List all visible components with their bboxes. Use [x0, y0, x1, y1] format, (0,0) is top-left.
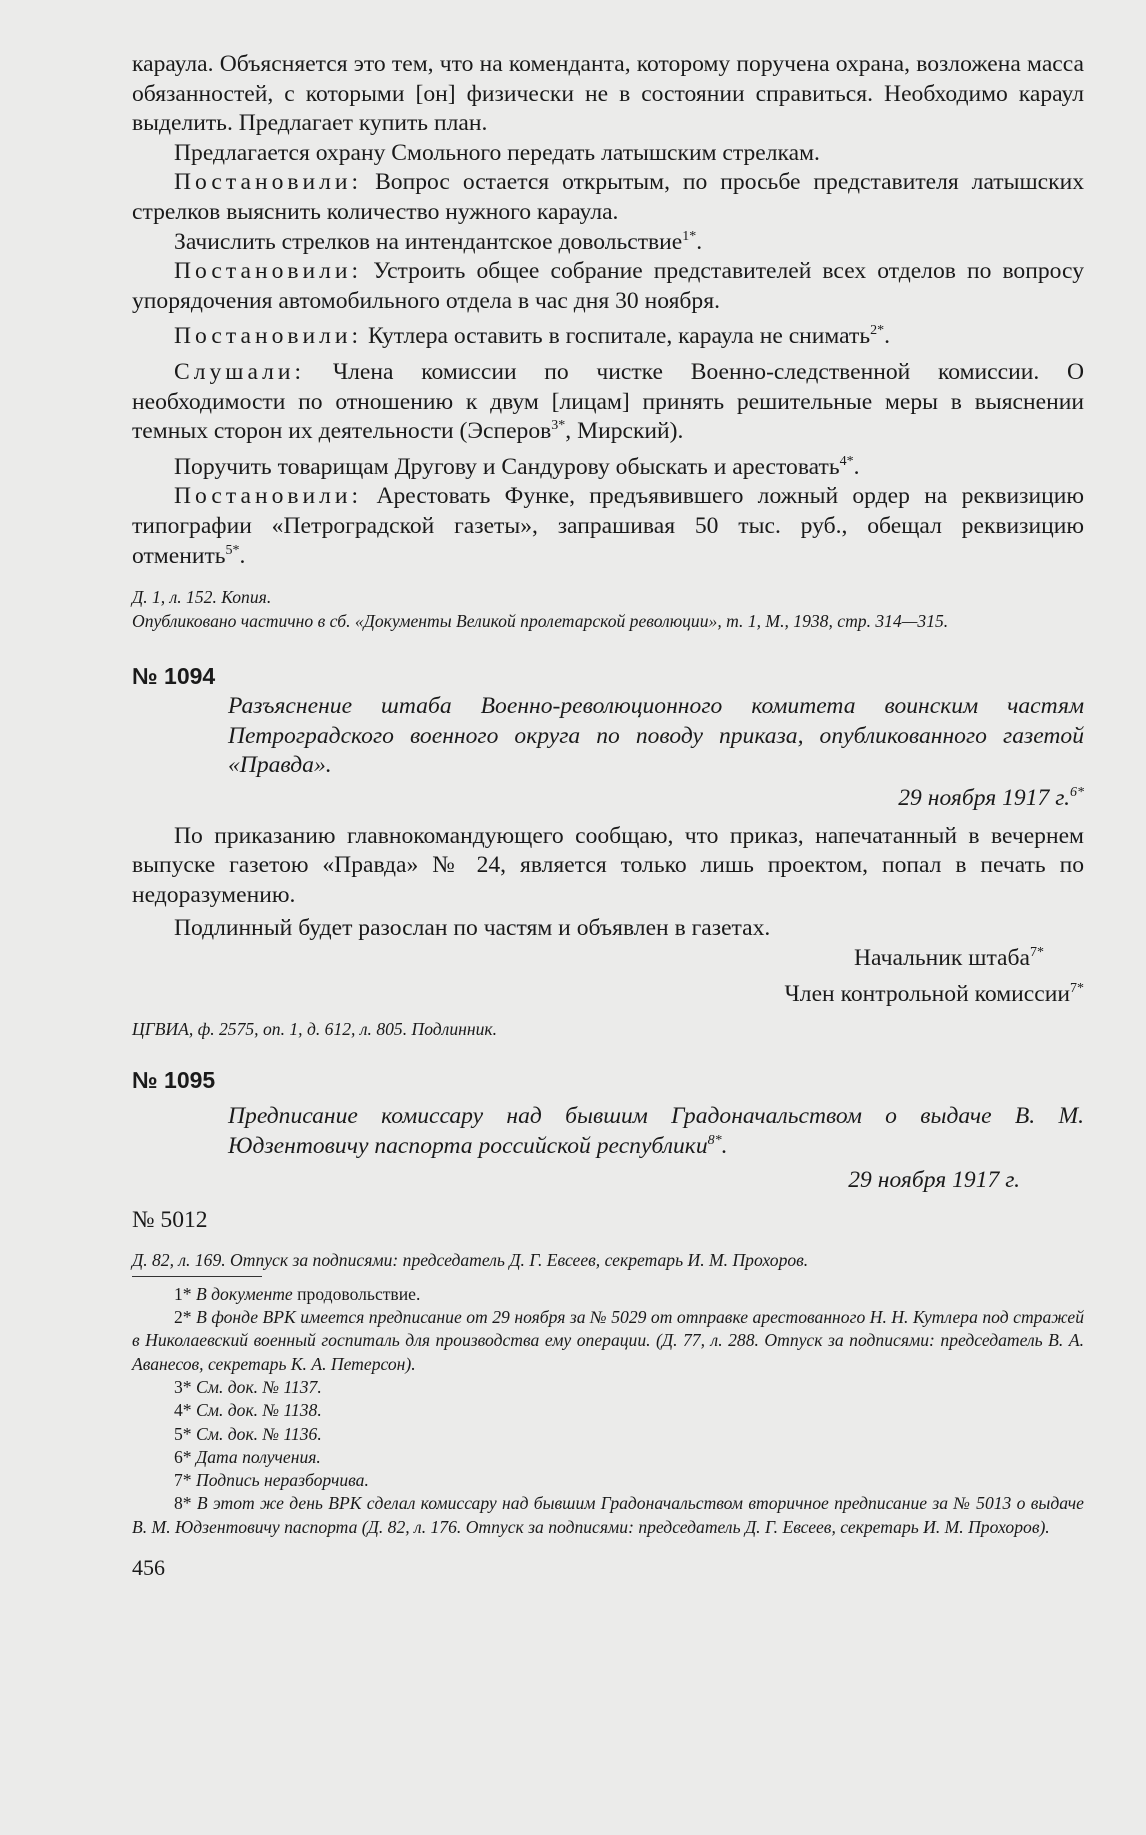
document-1094	[132, 663, 1084, 1041]
heard-tail: , Мирский).	[565, 418, 684, 445]
footnote-ref: 8*	[707, 1132, 722, 1148]
footnote-item	[132, 1469, 1084, 1492]
footnote-ref: 5*	[225, 542, 240, 558]
source-publication: Опубликовано частично в сб. «Документы Великой пролетарской революции», т. 1, М., 1938, стр. 314—315.	[132, 611, 949, 632]
footnote-mark: 4*	[174, 1400, 192, 1421]
paragraph-resolution-3: Постановили: Кутлера оставить в госпитале, караула не снимать$^{2*}$.	[174, 323, 891, 350]
footnote-item	[132, 1399, 1084, 1422]
paragraph-resolution-2	[132, 257, 1084, 316]
allowance-text: Зачислить стрелков на интендантское довольствие	[174, 228, 683, 255]
resolution-text: Арестовать Функе, предъявившего ложный ордер на реквизицию типографии «Петроградской газеты», запрашивая 50 тыс. руб., обещал реквизицию отменить	[132, 483, 1084, 569]
page-number: 456	[132, 1555, 165, 1581]
paragraph-guard: караула. Объясняется это тем, что на коменданта, которому поручена охрана, возложена масса обязанностей, с которыми [он] физически не в состоянии справиться. Необходимо караул выделить. Предлагает купить план.	[132, 51, 1084, 137]
signature-chief-of-staff	[132, 944, 1084, 974]
footnote-italic: См. док. № 1138.	[196, 1400, 322, 1421]
title-text: Предписание комиссару над бывшим Градоначальством о выдаче В. М. Юдзентовичу паспорта российской республики	[228, 1103, 1084, 1159]
paragraph-resolution-1	[132, 168, 1084, 227]
footnote-italic: Подпись неразборчива.	[196, 1470, 369, 1491]
outgoing-number: № 5012	[132, 1207, 208, 1234]
footnote-mark: 3*	[174, 1376, 192, 1397]
footnote-italic: В фонде ВРК имеется предписание от 29 ноября за № 5029 от отправке арестованного Н. Н. Кутлера под стражей в Николаевский военный госпиталь для производства ему операции. (Д. 77, л. 288. Отпуск за подписями: председатель В. А. Аванесов, секретарь К. А. Петерсон).	[132, 1307, 1084, 1374]
resolution-label: Постановили:	[174, 258, 363, 285]
footnote-item	[132, 1446, 1084, 1469]
footnote-item	[132, 1283, 1084, 1306]
signature-control-commission	[132, 980, 1084, 1010]
footnote-ref: 3*	[551, 418, 566, 434]
footnote-ref: 6*	[1070, 784, 1084, 800]
footnote-mark: 2*	[174, 1307, 192, 1328]
signature-text: Член контрольной комиссии	[784, 980, 1070, 1007]
document-number: № 1095	[132, 1067, 216, 1094]
footnote-ref: 2*	[870, 323, 885, 339]
footnote-mark: 1*	[174, 1283, 192, 1304]
date-text: 29 ноября 1917 г.	[898, 784, 1070, 811]
paragraph-order: По приказанию главнокомандующего сообщаю, что приказ, напечатанный в вечернем выпуске газетою «Правда» № 24, является только лишь проектом, попал в печать по недоразумению.	[132, 822, 1084, 908]
paragraph-resolution-4: Постановили: Арестовать Функе, предъявившего ложный ордер на реквизицию типографии «Петроградской газеты», запрашивая 50 тыс. руб., обещал реквизицию отменить$^{5*}$.	[132, 483, 1084, 569]
paragraph-latvian-guard: Предлагается охрану Смольного передать латышским стрелкам.	[174, 139, 820, 166]
resolution-label: Постановили:	[174, 323, 363, 350]
footnote-mark: 5*	[174, 1423, 192, 1444]
footnote-ref: 4*	[839, 453, 854, 469]
source-archive: Д. 1, л. 152. Копия.	[132, 587, 272, 608]
footnotes	[132, 1283, 1084, 1539]
source-note-1093	[132, 585, 1084, 633]
source-note: ЦГВИА, ф. 2575, оп. 1, д. 612, л. 805. Подлинник.	[132, 1019, 498, 1040]
footnote-italic: Дата получения.	[196, 1446, 321, 1467]
resolution-text: Вопрос остается открытым, по просьбе представителя латышских стрелков выяснить количество нужного караула.	[132, 169, 1084, 225]
document-title: Предписание комиссару над бывшим Градоначальством о выдаче В. М. Юдзентовичу паспорта российской республики$^{8*}$.	[228, 1103, 1084, 1159]
protocol-continuation	[132, 50, 1084, 571]
footnote-plain: продовольствие.	[292, 1283, 421, 1304]
paragraph-original: Подлинный будет разослан по частям и объявлен в газетах.	[174, 915, 771, 942]
heard-text: Члена комиссии по чистке Военно-следственной комиссии. О необходимости по отношению к двум [лицам] принять решительные меры в выяснении темных сторон их деятельности (Эсперов	[132, 358, 1084, 445]
footnote-item	[132, 1306, 1084, 1376]
footnote-italic: См. док. № 1137.	[196, 1376, 322, 1397]
footnote-italic: В этот же день ВРК сделал комиссару над бывшим Градоначальством вторичное предписание за № 5013 о выдаче В. М. Юдзентовичу паспорта (Д. 82, л. 176. Отпуск за подписями: председатель Д. Г. Евсеев, секретарь И. М. Прохоров).	[132, 1493, 1084, 1537]
footnote-italic: В документе	[196, 1283, 293, 1304]
paragraph-allowance: Зачислить стрелков на интендантское довольствие$^{1*}$.	[174, 228, 703, 255]
resolution-label: Постановили:	[174, 169, 363, 196]
footnote-ref: 1*	[682, 228, 697, 244]
resolution-text: Кутлера оставить в госпитале, караула не снимать	[362, 323, 871, 350]
document-number: № 1094	[132, 663, 216, 690]
document-date	[132, 785, 1084, 812]
footnote-ref: 7*	[1030, 944, 1044, 960]
heard-label: Слушали:	[174, 358, 306, 385]
footnote-mark: 7*	[174, 1470, 192, 1491]
footnote-item	[132, 1423, 1084, 1446]
search-text: Поручить товарищам Другову и Сандурову обыскать и арестовать	[174, 453, 840, 480]
resolution-text: Устроить общее собрание представителей всех отделов по вопросу упорядочения автомобильного отдела в час дня 30 ноября.	[132, 258, 1084, 314]
footnote-item	[132, 1492, 1084, 1539]
footnote-divider	[132, 1276, 262, 1277]
footnote-mark: 6*	[174, 1446, 192, 1467]
footnote-italic: См. док. № 1136.	[196, 1423, 322, 1444]
document-date: 29 ноября 1917 г.	[848, 1167, 1020, 1194]
document-1095	[132, 1067, 1084, 1272]
resolution-label: Постановили:	[174, 483, 363, 510]
footnote-item	[132, 1376, 1084, 1399]
footnote-ref: 7*	[1070, 980, 1084, 996]
source-note: Д. 82, л. 169. Отпуск за подписями: председатель Д. Г. Евсеев, секретарь И. М. Прохоров.	[132, 1249, 809, 1270]
paragraph-heard	[132, 358, 1084, 447]
signature-text: Начальник штаба	[854, 944, 1030, 971]
paragraph-search: Поручить товарищам Другову и Сандурову обыскать и арестовать$^{4*}$.	[174, 453, 860, 480]
document-title: Разъяснение штаба Военно-революционного комитета воинским частям Петроградского военного округа по поводу приказа, опубликованного газетой «Правда».	[228, 693, 1084, 779]
footnote-mark: 8*	[174, 1493, 192, 1514]
